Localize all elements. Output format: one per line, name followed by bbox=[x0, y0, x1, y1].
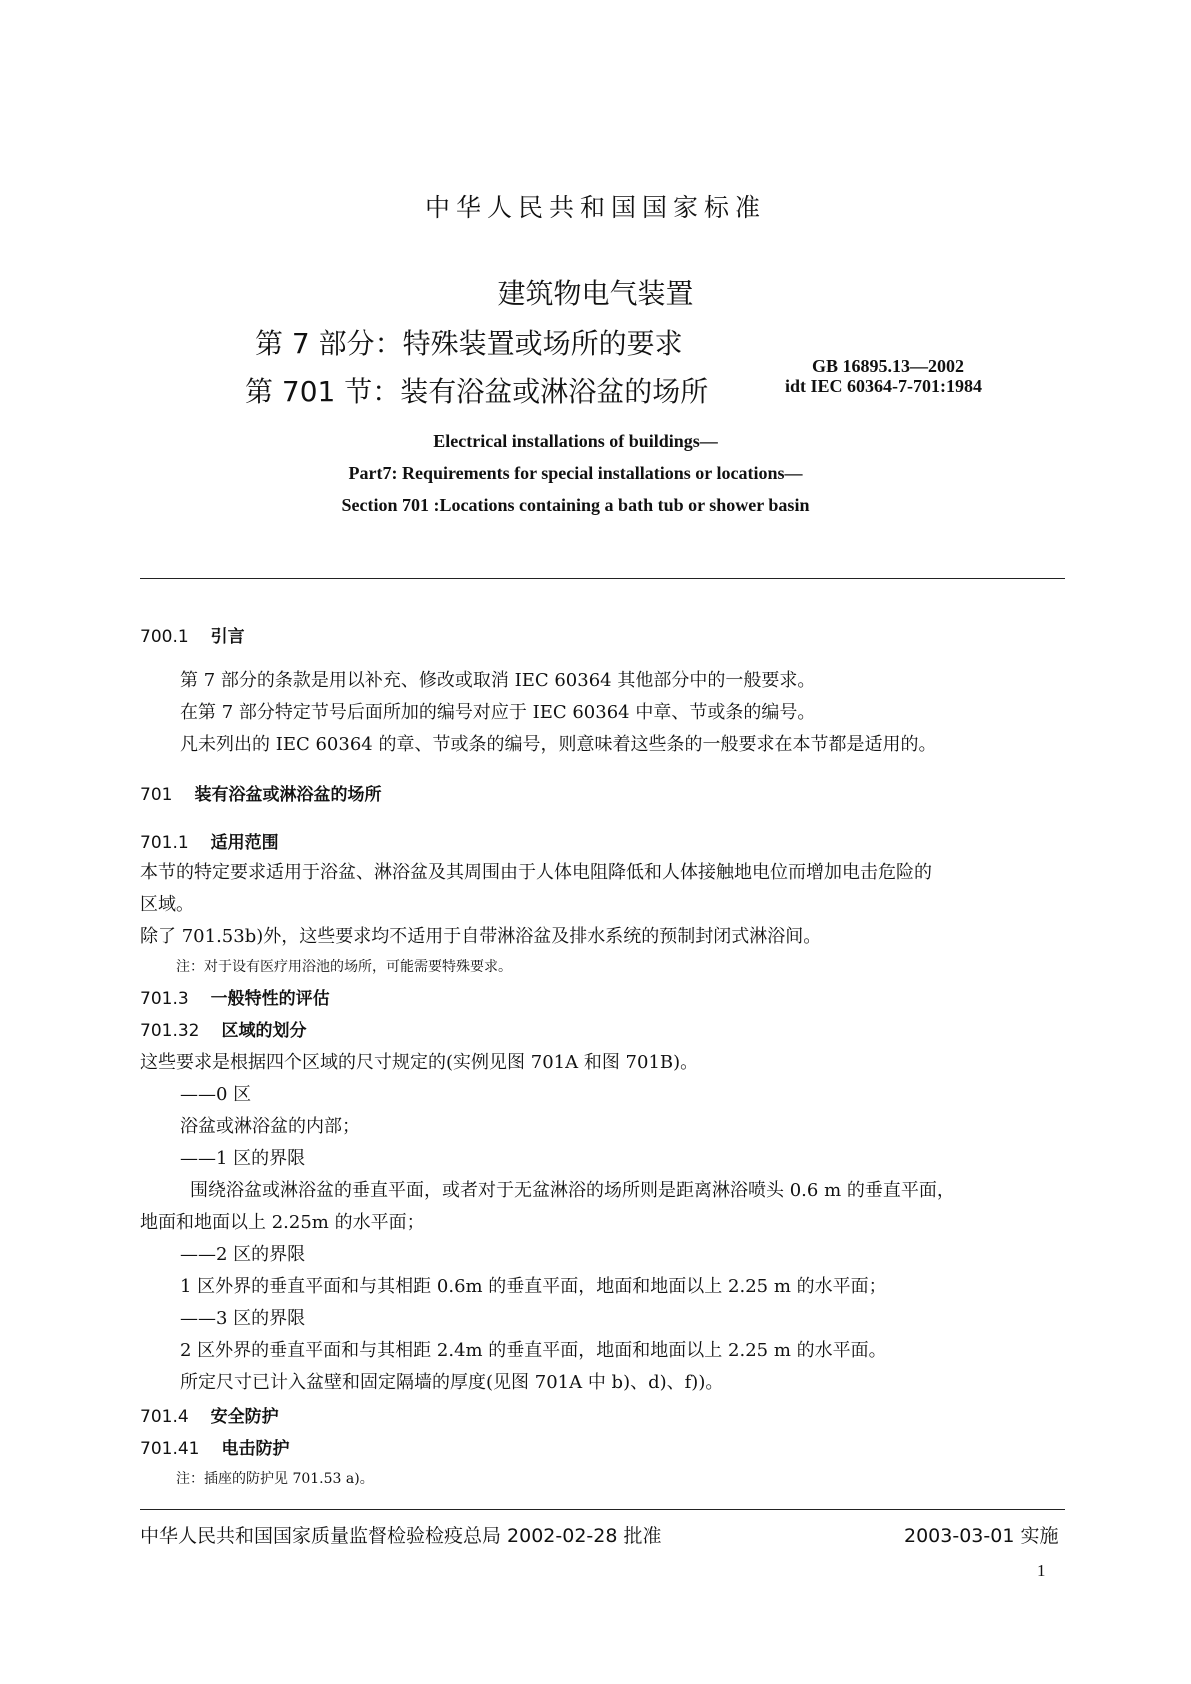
page-number: 1 bbox=[1037, 1561, 1046, 1580]
paragraph: 第 7 部分的条款是用以补充、修改或取消 IEC 60364 其他部分中的一般要求。 bbox=[180, 670, 816, 691]
footer-divider bbox=[140, 1509, 1065, 1510]
heading-701-4 bbox=[140, 1402, 279, 1427]
paragraph: 浴盆或淋浴盆的内部； bbox=[180, 1116, 360, 1137]
zone-label: ——0 区 bbox=[180, 1084, 252, 1105]
paragraph: 围绕浴盆或淋浴盆的垂直平面，或者对于无盆淋浴的场所则是距离淋浴喷头 0.6 m 的垂直平面， bbox=[190, 1180, 955, 1201]
heading-700-1 bbox=[140, 622, 245, 647]
header-divider bbox=[140, 578, 1065, 579]
zone-label: ——3 区的界限 bbox=[180, 1308, 306, 1329]
section-number: 701.32 bbox=[140, 1021, 200, 1041]
standard-idt: idt IEC 60364-7-701:1984 bbox=[785, 376, 982, 396]
section-number: 701.1 bbox=[140, 833, 189, 853]
section-number: 701 bbox=[140, 785, 173, 805]
section-title: 适用范围 bbox=[210, 833, 279, 853]
paragraph: 1 区外界的垂直平面和与其相距 0.6m 的垂直平面，地面和地面以上 2.25 m 的水平面； bbox=[180, 1276, 887, 1297]
note: 注：对于设有医疗用浴池的场所，可能需要特殊要求。 bbox=[176, 959, 512, 975]
title-zh-line-1: 建筑物电气装置 bbox=[497, 277, 694, 310]
heading-701 bbox=[140, 780, 381, 805]
heading-701-32 bbox=[140, 1016, 306, 1041]
section-title: 电击防护 bbox=[221, 1439, 290, 1459]
paragraph: 除了 701.53b)外，这些要求均不适用于自带淋浴盆及排水系统的预制封闭式淋浴间。 bbox=[140, 926, 822, 947]
heading-701-41 bbox=[140, 1434, 289, 1459]
footer-issuer: 中华人民共和国国家质量监督检验检疫总局 2002-02-28 批准 bbox=[140, 1525, 662, 1547]
title-zh-line-3: 第 701 节：装有浴盆或淋浴盆的场所 bbox=[245, 375, 709, 408]
section-title: 装有浴盆或淋浴盆的场所 bbox=[194, 785, 382, 805]
section-number: 700.1 bbox=[140, 627, 189, 647]
heading-701-3 bbox=[140, 984, 330, 1009]
title-zh-line-2: 第 7 部分：特殊装置或场所的要求 bbox=[255, 327, 683, 360]
standard-code: GB 16895.13—2002 bbox=[812, 356, 965, 376]
zone-label: ——1 区的界限 bbox=[180, 1148, 306, 1169]
zone-label: ——2 区的界限 bbox=[180, 1244, 306, 1265]
section-title: 引言 bbox=[210, 627, 245, 647]
section-title: 一般特性的评估 bbox=[210, 989, 330, 1009]
section-number: 701.3 bbox=[140, 989, 189, 1009]
title-en-line-3: Section 701 :Locations containing a bath tub or shower basin bbox=[341, 495, 810, 515]
section-number: 701.41 bbox=[140, 1439, 200, 1459]
footer-implementation-date: 2003-03-01 实施 bbox=[904, 1525, 1059, 1547]
paragraph: 2 区外界的垂直平面和与其相距 2.4m 的垂直平面，地面和地面以上 2.25 m 的水平面。 bbox=[180, 1340, 887, 1361]
national-standard-heading: 中华人民共和国国家标准 bbox=[424, 193, 766, 222]
note: 注：插座的防护见 701.53 a)。 bbox=[176, 1471, 374, 1487]
section-title: 安全防护 bbox=[210, 1407, 279, 1427]
paragraph: 本节的特定要求适用于浴盆、淋浴盆及其周围由于人体电阻降低和人体接触地电位而增加电击危险的 bbox=[140, 862, 932, 883]
section-title: 区域的划分 bbox=[221, 1021, 307, 1041]
paragraph: 这些要求是根据四个区域的尺寸规定的(实例见图 701A 和图 701B)。 bbox=[140, 1052, 699, 1073]
paragraph: 凡未列出的 IEC 60364 的章、节或条的编号，则意味着这些条的一般要求在本节都是适用的。 bbox=[180, 734, 937, 755]
heading-701-1 bbox=[140, 828, 279, 853]
paragraph: 在第 7 部分特定节号后面所加的编号对应于 IEC 60364 中章、节或条的编号。 bbox=[180, 702, 816, 723]
paragraph: 所定尺寸已计入盆壁和固定隔墙的厚度(见图 701A 中 b)、d)、f))。 bbox=[180, 1372, 724, 1393]
title-en-line-2: Part7: Requirements for special installations or locations— bbox=[348, 463, 803, 483]
section-number: 701.4 bbox=[140, 1407, 189, 1427]
paragraph: 地面和地面以上 2.25m 的水平面； bbox=[140, 1212, 425, 1233]
title-en-line-1: Electrical installations of buildings— bbox=[433, 431, 718, 451]
paragraph: 区域。 bbox=[140, 894, 194, 915]
